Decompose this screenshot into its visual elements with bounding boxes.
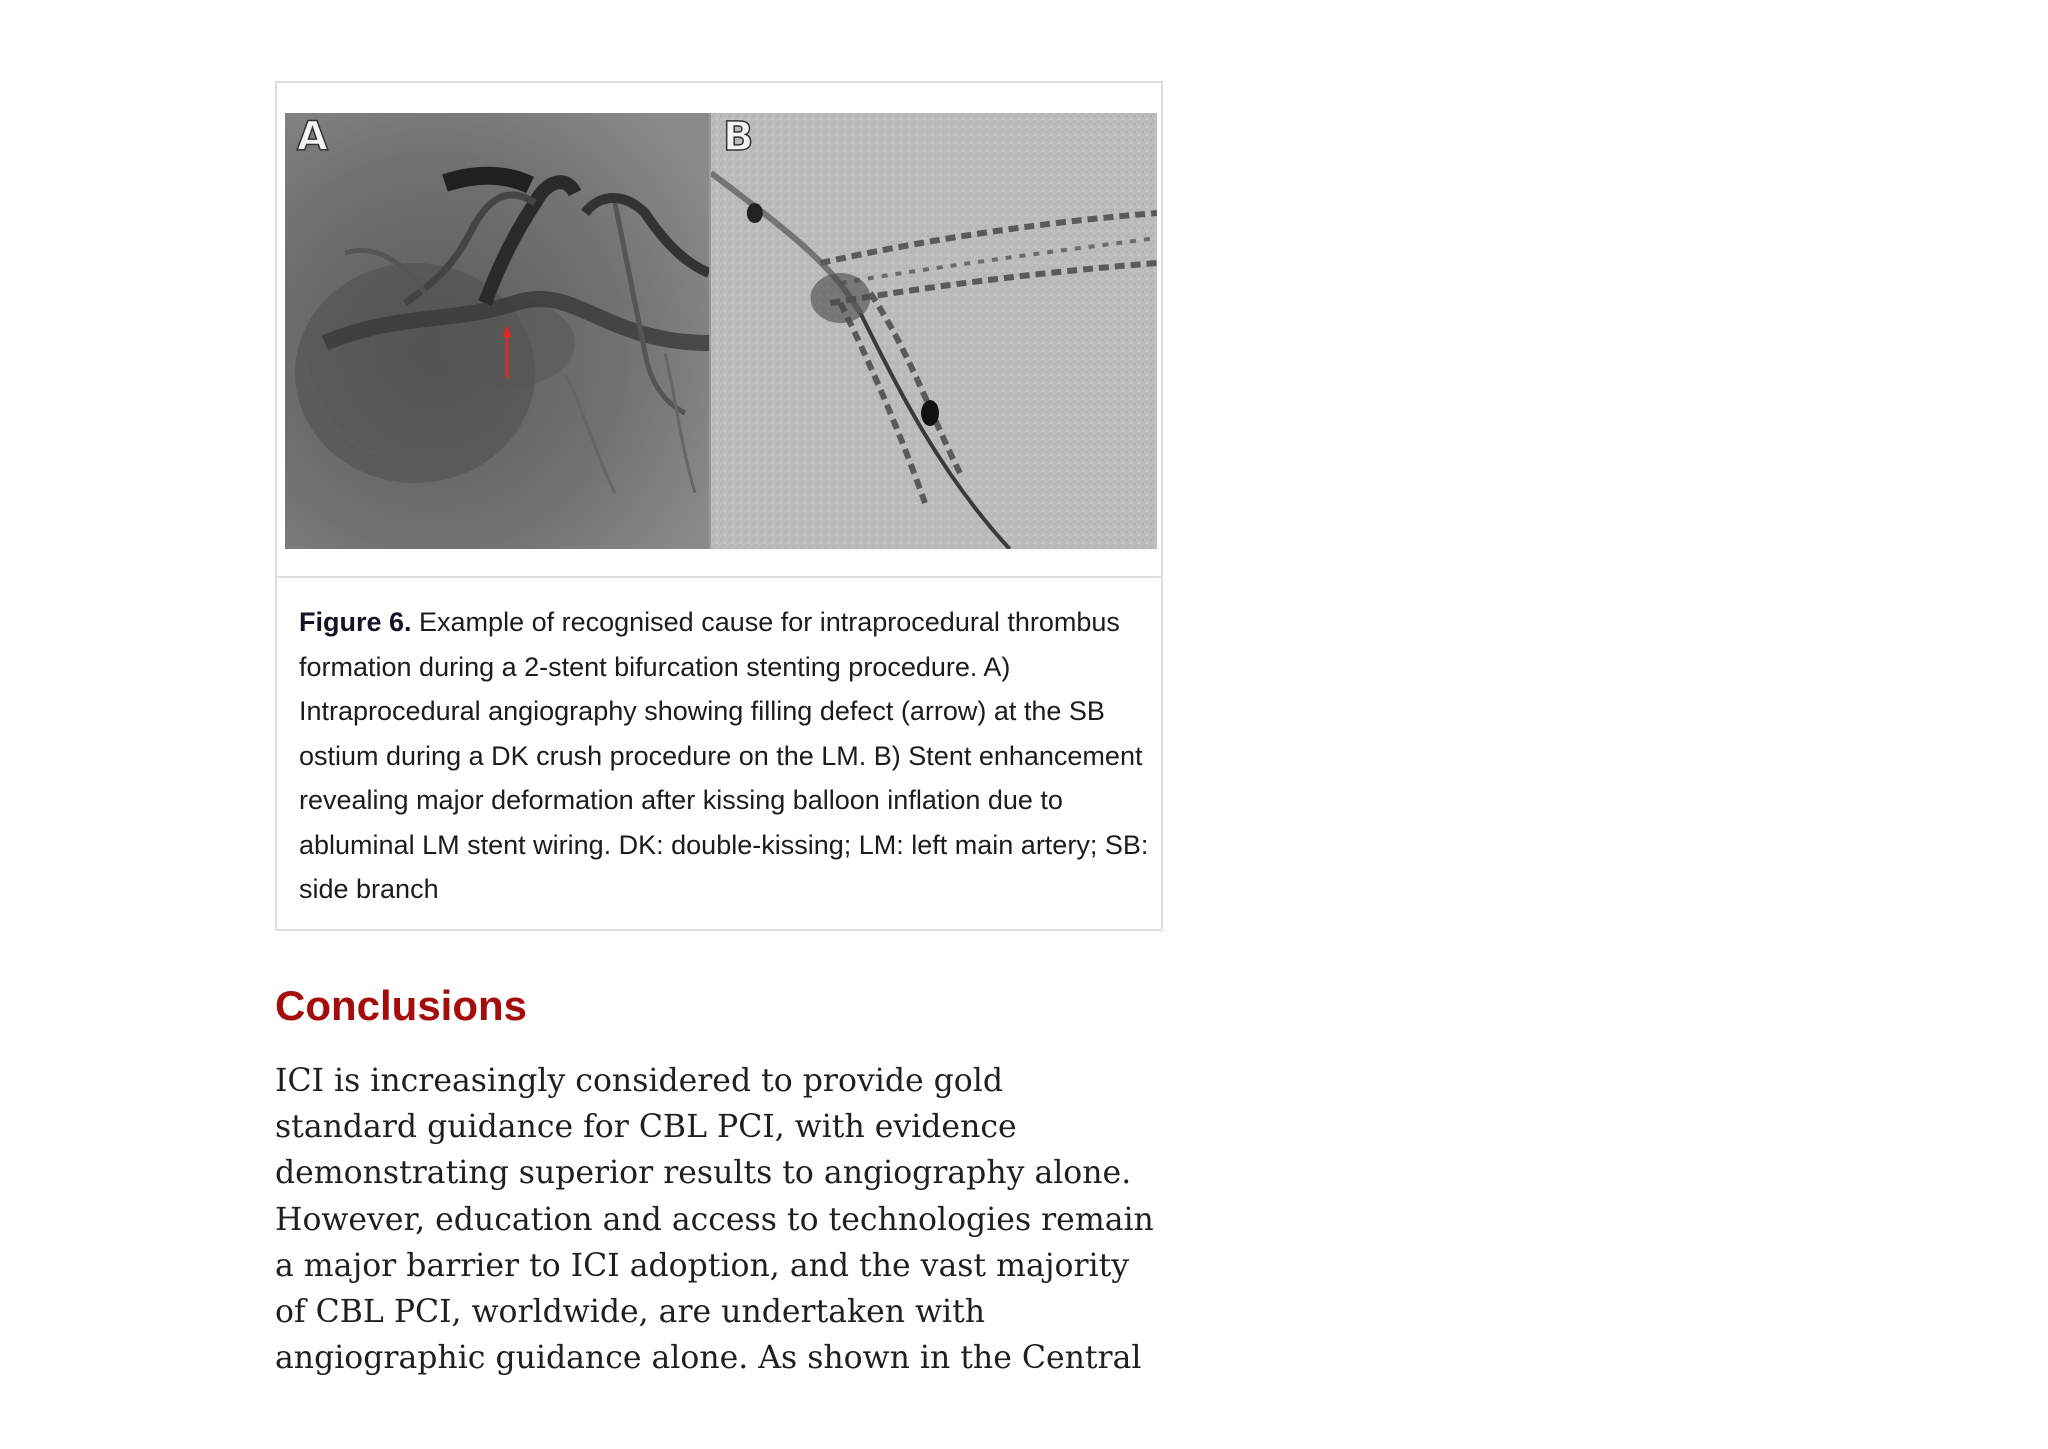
panel-b-label: B [723,114,754,160]
figure-caption-text: Example of recognised cause for intraprocedural thrombus formation during a 2-stent bifurcation stenting procedure. A) Intraprocedural angiography showing filling defect (arrow) at the SB ostium during a DK crush procedure on the LM. B) Stent enhancement revealing major deformation after kissing balloon inflation due to abluminal LM stent wiring. DK: double-kissing; LM: left main artery; SB: side branch [299,607,1149,904]
section-heading: Conclusions [275,982,528,1029]
figure-caption-label: Figure 6. [299,607,412,637]
figure-container [275,81,1163,931]
angiography-image [285,113,709,549]
panel-a-angiography [285,113,709,549]
panel-a-label: A [297,114,328,160]
figure-image [285,113,1157,549]
body-paragraph: ICI is increasingly considered to provide gold standard guidance for CBL PCI, with evidence demonstrating superior results to angiography alone. However, education and access to technologies remain a major barrier to ICI adoption, and the vast majority of CBL PCI, worldwide, are undertaken with angiographic guidance alone. As shown in the Central [275,1063,1154,1377]
figure-caption [299,600,1149,912]
stent-enhancement-image [711,113,1157,549]
panel-b-stent-enhancement [709,113,1157,549]
caption-divider [277,576,1161,578]
